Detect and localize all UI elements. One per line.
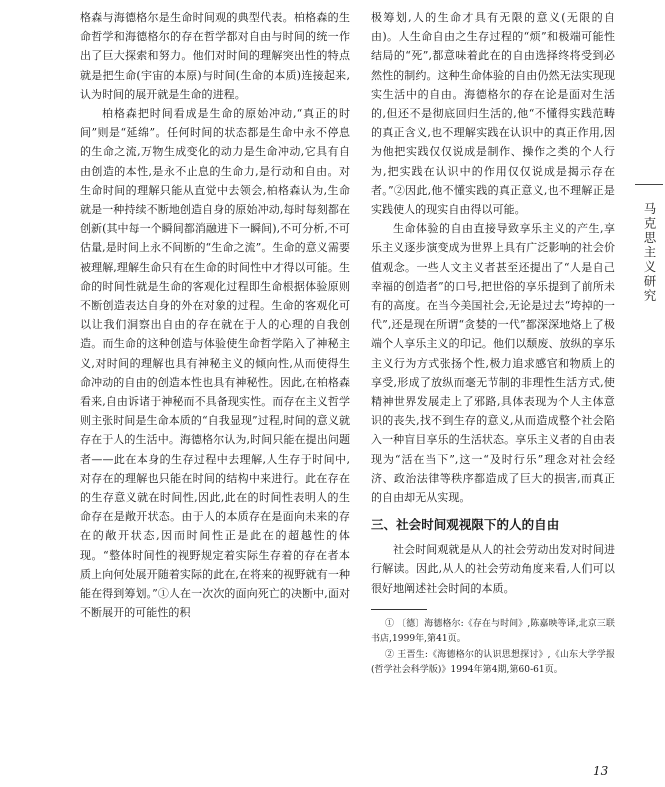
- journal-name-divider: [635, 184, 663, 185]
- body-paragraph: 极筹划,人的生命才具有无限的意义(无限的自由)。人生命自由之生存过程的“烦”和极端可能性结局的“死”,都意味着此在的自由选择终将受到必然性的制约。这种生命体验的自由仍然无法实现现实生活中的自由。海德格尔的存在论是面对生活的,但还不是彻底回归生活的,他“不懂得实践范畴的真正含义,也不理解实践在认识中的真正作用,因为他把实践仅仅说成是制作、操作之类的个人行为,把实践在认识中的作用仅仅说成是揭示存在者。”②因此,他不懂实践的真正意义,也不理解正是实践使人的现实自由得以可能。: [371, 11, 615, 217]
- journal-name: 马克思主义研究: [642, 202, 657, 304]
- body-paragraph: 柏格森把时间看成是生命的原始冲动,“真正的时间”则是“延绵”。任何时间的状态都是生命中永不停息的生命之流,万物生成变化的动力是生命冲动,它具有自由创造的本性,是永不止息的生命力,是行动和自由。对生命时间的理解只能从直觉中去领会,柏格森认为,生命就是一种持续不断地创造自身的原始冲动,每时每刻都在创新(其中每一个瞬间都消融进下一瞬间),不可分析,不可估量,是时间上永不间断的“生命之流”。生命的意义需要被理解,理解生命只有在生命的时间性中才得以可能。生命的时间性就是生命的客观化过程即生命根据体验原则不断创造表达自身的外在对象的过程。生命的客观化可以让我们洞察出自由的存在就在于人的心理的自我创造。而生命的这种创造与体验使生命哲学陷入了神秘主义,对时间的理解也具有神秘主义的倾向性,从而使得生命冲动的自由的创造本性也具有神秘性。因此,在柏格森看来,自由诉诸于神秘而不具备现实性。而存在主义哲学则主张时间是生命本质的“自我显现”过程,时间的意义就存在于人的生活中。海德格尔认为,时间只能在提出问题者——此在本身的生存过程中去理解,人生存于时间中,对存在的理解也只能在时间的结构中来进行。此在存在的生存意义就在时间性,因此,此在的时间性表明人的生命存在是敞开状态。由于人的本质存在是面向未来的存在的敞开状态,因而时间性正是此在的超越性的体现。“整体时间性的视野规定着实际生存着的存在者本质上向何处展开随着实际的此在,在将来的视野就有一种能在得到筹划。”①人在一次次的面向死亡的决断中,面对不断展开的可能性的积: [80, 107, 350, 620]
- section-heading: 三、社会时间观视限下的人的自由: [371, 517, 560, 533]
- left-column: [80, 8, 350, 623]
- page-number: 13: [593, 764, 609, 778]
- right-column: [371, 8, 615, 679]
- body-paragraph: 社会时间观就是从人的社会劳动出发对时间进行解读。因此,从人的社会劳动角度来看,人们可以很好地阐述社会时间的本质。: [371, 543, 615, 595]
- body-paragraph: 生命体验的自由直接导致享乐主义的产生,享乐主义逐步演变成为世界上具有广泛影响的社会价值观念。一些人文主义者甚至还提出了“人是自己幸福的创造者”的口号,把世俗的享乐提到了前所未有的高度。在当今美国社会,无论是过去“垮掉的一代”,还是现在所谓“贪婪的一代”都深深地烙上了极端个人享乐主义的印记。他们以颓废、放纵的享乐主义行为方式张扬个性,极力追求感官和物质上的享受,形成了放纵而毫无节制的非理性生活方式,使精神世界发展走上了邪路,具体表现为个人主体意识的丧失,找不到生存的意义,从而造成整个社会陷入一种盲目享乐的生活状态。享乐主义者的自由表现为“活在当下”,这一“及时行乐”理念对社会经济、政治法律等秩序都造成了巨大的损害,而真正的自由却无从实现。: [371, 222, 615, 505]
- footnote: ② 王晋生:《海德格尔的认识思想探讨》,《山东大学学报(哲学社会科学版)》1994年第4期,第60-61页。: [371, 649, 615, 676]
- body-paragraph: 格森与海德格尔是生命时间观的典型代表。柏格森的生命哲学和海德格尔的存在哲学都对自由与时间的统一作出了巨大探索和努力。他们对时间的理解突出性的特点就是把生命(宇宙的本原)与时间(生命的本质)连接起来,认为时间的展开就是生命的进程。: [80, 11, 350, 101]
- footnote-divider: [371, 609, 427, 610]
- footnote: ① 〔德〕海德格尔:《存在与时间》,陈嘉映等译,北京三联书店,1999年,第41页。: [371, 618, 615, 645]
